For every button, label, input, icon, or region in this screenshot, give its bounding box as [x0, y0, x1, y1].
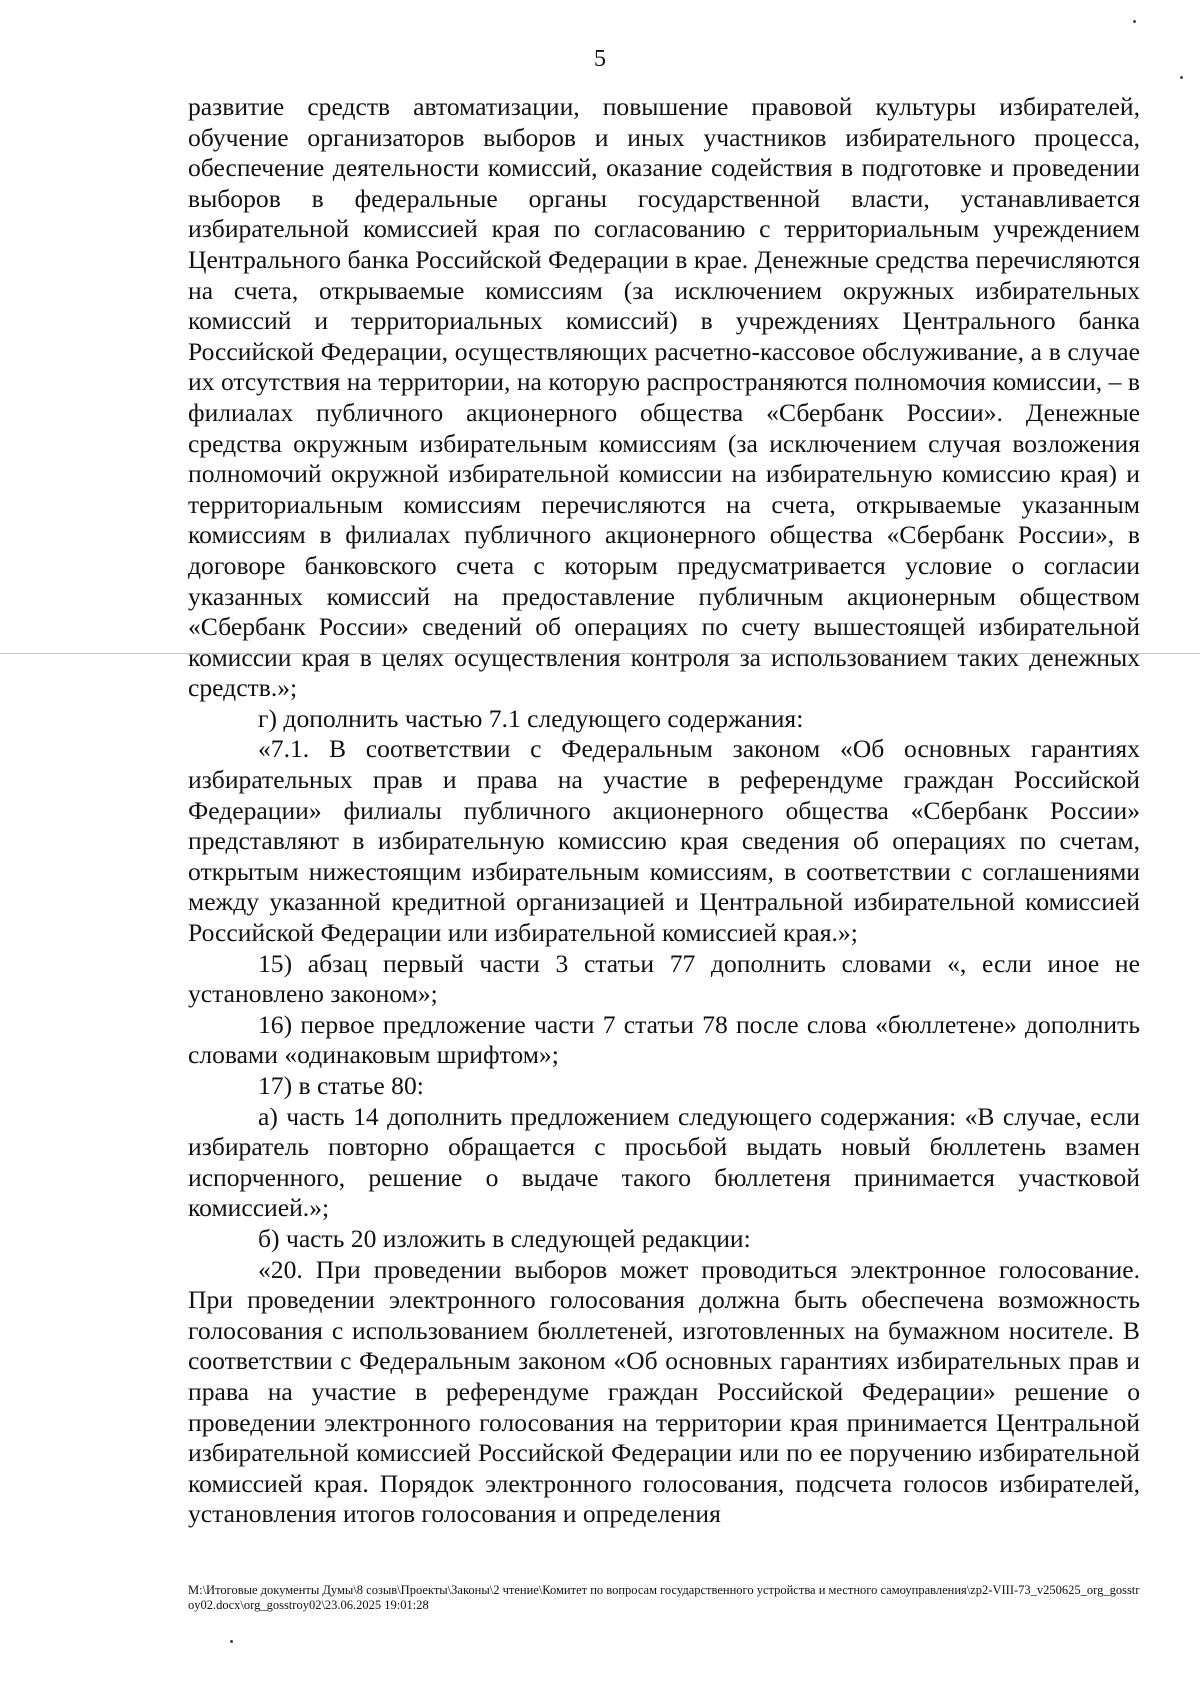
page-number: 5	[594, 46, 606, 72]
paragraph-1: развитие средств автоматизации, повышение правовой культуры избирателей, обучение организаторов выборов и иных участников избирательного процесса, обеспечение деятельности комиссий, оказание содействия в подготовке и проведении выборов в федеральные органы государственной власти, устанавливается избирательной комиссией края по согласованию с территориальным учреждением Центрального банка Российской Федерации в крае. Денежные средства перечисляются на счета, открываемые комиссиям (за исключением окружных избирательных комиссий и территориальных комиссий) в учреждениях Центрального банка Российской Федерации, осуществляющих расчетно-кассовое обслуживание, а в случае их отсутствия на территории, на которую распространяются полномочия комиссии, – в филиалах публичного акционерного общества «Сбербанк России». Денежные средства окружным избирательным комиссиям (за исключением случая возложения полномочий окружной избирательной комиссии на избирательную комиссию края) и территориальным комиссиям перечисляются на счета, открываемые указанным комиссиям в филиалах публичного акционерного общества «Сбербанк России», в договоре банковского счета с которым предусматривается условие о согласии указанных комиссий на предоставление публичным акционерным обществом «Сбербанк России» сведений об операциях по счету вышестоящей избирательной комиссии края в целях осуществления контроля за использованием таких денежных средств.»;	[188, 92, 1140, 703]
paragraph-4: 15) абзац первый части 3 статьи 77 дополнить словами «, если иное не установлено законом»;	[188, 948, 1140, 1009]
scan-speck	[230, 1640, 233, 1643]
paragraph-6: 17) в статье 80:	[258, 1071, 424, 1100]
paragraph-5: 16) первое предложение части 7 статьи 78 после слова «бюллетене» дополнить словами «одинаковым шрифтом»;	[188, 1009, 1140, 1070]
footer-file-path: M:\Итоговые документы Думы\8 созыв\Проекты\Законы\2 чтение\Комитет по вопросам государственного устройства и местного самоуправления\zp2-VIII-73_v250625_org_gosstroy02.docx\org_gosstroy02\23.06.2025 19:01:28	[188, 1583, 1140, 1612]
paragraph-2: г) дополнить частью 7.1 следующего содержания:	[258, 703, 804, 733]
document-body	[188, 92, 1140, 1530]
paragraph-9: «20. При проведении выборов может проводиться электронное голосование. При проведении электронного голосования должна быть обеспечена возможность голосования с использованием бюллетеней, изготовленных на бумажном носителе. В соответствии с Федеральным законом «Об основных гарантиях избирательных прав и права на участие в референдуме граждан Российской Федерации» решение о проведении электронного голосования на территории края принимается Центральной избирательной комиссией Российской Федерации или по ее поручению избирательной комиссией края. Порядок электронного голосования, подсчета голосов избирателей, установления итогов голосования и определения	[188, 1254, 1140, 1529]
scan-speck	[1133, 20, 1136, 23]
paragraph-7: а) часть 14 дополнить предложением следующего содержания: «В случае, если избиратель повторно обращается с просьбой выдать новый бюллетень взамен испорченного, решение о выдаче такого бюллетеня принимается участковой комиссией.»;	[188, 1101, 1140, 1223]
paragraph-8: б) часть 20 изложить в следующей редакции:	[258, 1223, 751, 1253]
paragraph-3: «7.1. В соответствии с Федеральным законом «Об основных гарантиях избирательных прав и права на участие в референдуме граждан Российской Федерации» филиалы публичного акционерного общества «Сбербанк России» представляют в избирательную комиссию края сведения об операциях по счетам, открытым нижестоящим избирательным комиссиям, в соответствии с соглашениями между указанной кредитной организацией и Центральной избирательной комиссией Российской Федерации или избирательной комиссией края.»;	[188, 734, 1140, 948]
scan-speck	[1180, 76, 1183, 79]
